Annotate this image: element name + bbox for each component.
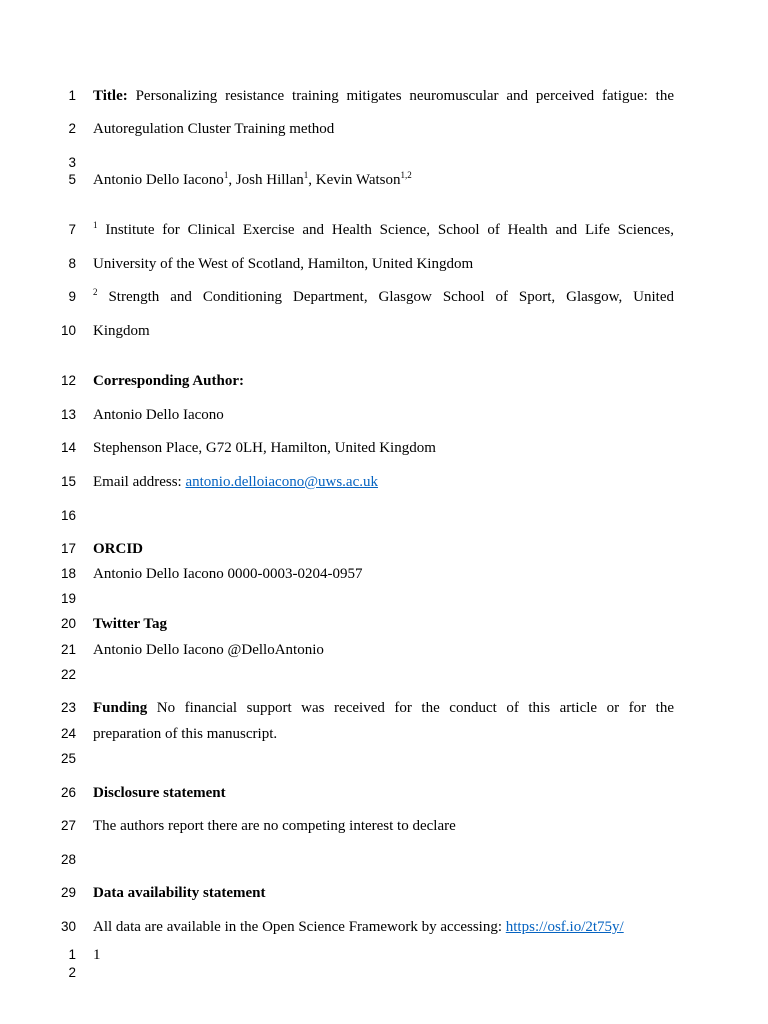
line-number: 17 [60,541,76,556]
author-list: Antonio Dello Iacono$^1$, Josh Hillan$^1$, Kevin Watson$^{1,2}$ [93,170,412,188]
affiliation-mark: 2 [93,287,98,297]
affiliation-1-line-2: University of the West of Scotland, Hamilton, United Kingdom [93,256,474,272]
line-number: 29 [60,885,76,900]
line-number: 12 [60,373,76,388]
line-number: 8 [68,256,76,271]
line-number: 27 [60,818,76,833]
twitter-heading: Twitter Tag [93,616,168,632]
line-number: 26 [60,785,76,800]
affiliation-text: Institute for Clinical Exercise and Health Science, School of Health and Life Sciences, [105,222,675,238]
line-number: 18 [60,566,76,581]
line-number: 30 [60,919,76,934]
line-number: 25 [60,751,76,766]
line-number: 15 [60,474,76,489]
corresponding-heading: Corresponding Author: [93,373,244,389]
affiliation-2-line-1 [93,288,674,306]
affiliation-2-line-2: Kingdom [93,323,150,339]
email-line [93,473,674,491]
data-availability-text: All data are available in the Open Science Framework by accessing: [93,919,506,935]
line-number: 1 [68,947,76,962]
twitter-text: Antonio Dello Iacono @DelloAntonio [93,642,324,658]
line-number: 14 [60,440,76,455]
orcid-text: Antonio Dello Iacono 0000-0003-0204-0957 [93,566,363,582]
page-number: 1 [93,947,101,963]
email-label: Email address: [93,474,186,490]
line-number: 10 [60,323,76,338]
author-affiliation-mark: 1,2 [400,170,412,180]
line-number: 20 [60,616,76,631]
author-affiliation-mark: 1 [303,170,309,180]
line-number: 23 [60,700,76,715]
title-text-1: Personalizing resistance training mitigates neuromuscular and perceived fatigue: the [135,88,674,104]
affiliation-1-line-1 [93,221,674,239]
affiliation-mark: 1 [93,220,98,230]
affiliation-text: Strength and Conditioning Department, Glasgow School of Sport, Glasgow, United [108,289,675,305]
line-number: 16 [60,508,76,523]
corresponding-name: Antonio Dello Iacono [93,407,224,423]
data-availability-line [93,918,674,936]
osf-link[interactable]: https://osf.io/2t75y/ [505,919,624,935]
title-text-2: Autoregulation Cluster Training method [93,121,335,137]
line-number: 28 [60,852,76,867]
line-number: 1 [68,88,76,103]
line-number: 22 [60,667,76,682]
line-number: 13 [60,407,76,422]
line-number: 19 [60,591,76,606]
line-number: 21 [60,642,76,657]
funding-text-2: preparation of this manuscript. [93,726,278,742]
disclosure-text: The authors report there are no competing interest to declare [93,818,456,834]
author-name: Josh Hillan [235,172,304,188]
line-number: 7 [68,222,76,237]
line-number: 3 [68,155,76,170]
orcid-heading: ORCID [93,541,144,557]
funding-text-1: No financial support was received for the conduct of this article or for the [147,700,674,716]
line-number: 9 [68,289,76,304]
author-affiliation-mark: 1 [223,170,229,180]
funding-heading: Funding [93,700,148,716]
funding-line-1 [93,699,674,717]
title-line-1 [93,87,674,105]
title-label: Title: [93,88,128,104]
author-name: Kevin Watson [315,172,401,188]
disclosure-heading: Disclosure statement [93,785,226,801]
line-number: 2 [68,121,76,136]
line-number: 2 [68,965,76,980]
data-availability-heading: Data availability statement [93,885,266,901]
email-link[interactable]: antonio.delloiacono@uws.ac.uk [185,474,379,490]
corresponding-address: Stephenson Place, G72 0LH, Hamilton, United Kingdom [93,440,436,456]
line-number: 24 [60,726,76,741]
author-name: Antonio Dello Iacono [93,172,224,188]
line-number: 5 [68,172,76,187]
